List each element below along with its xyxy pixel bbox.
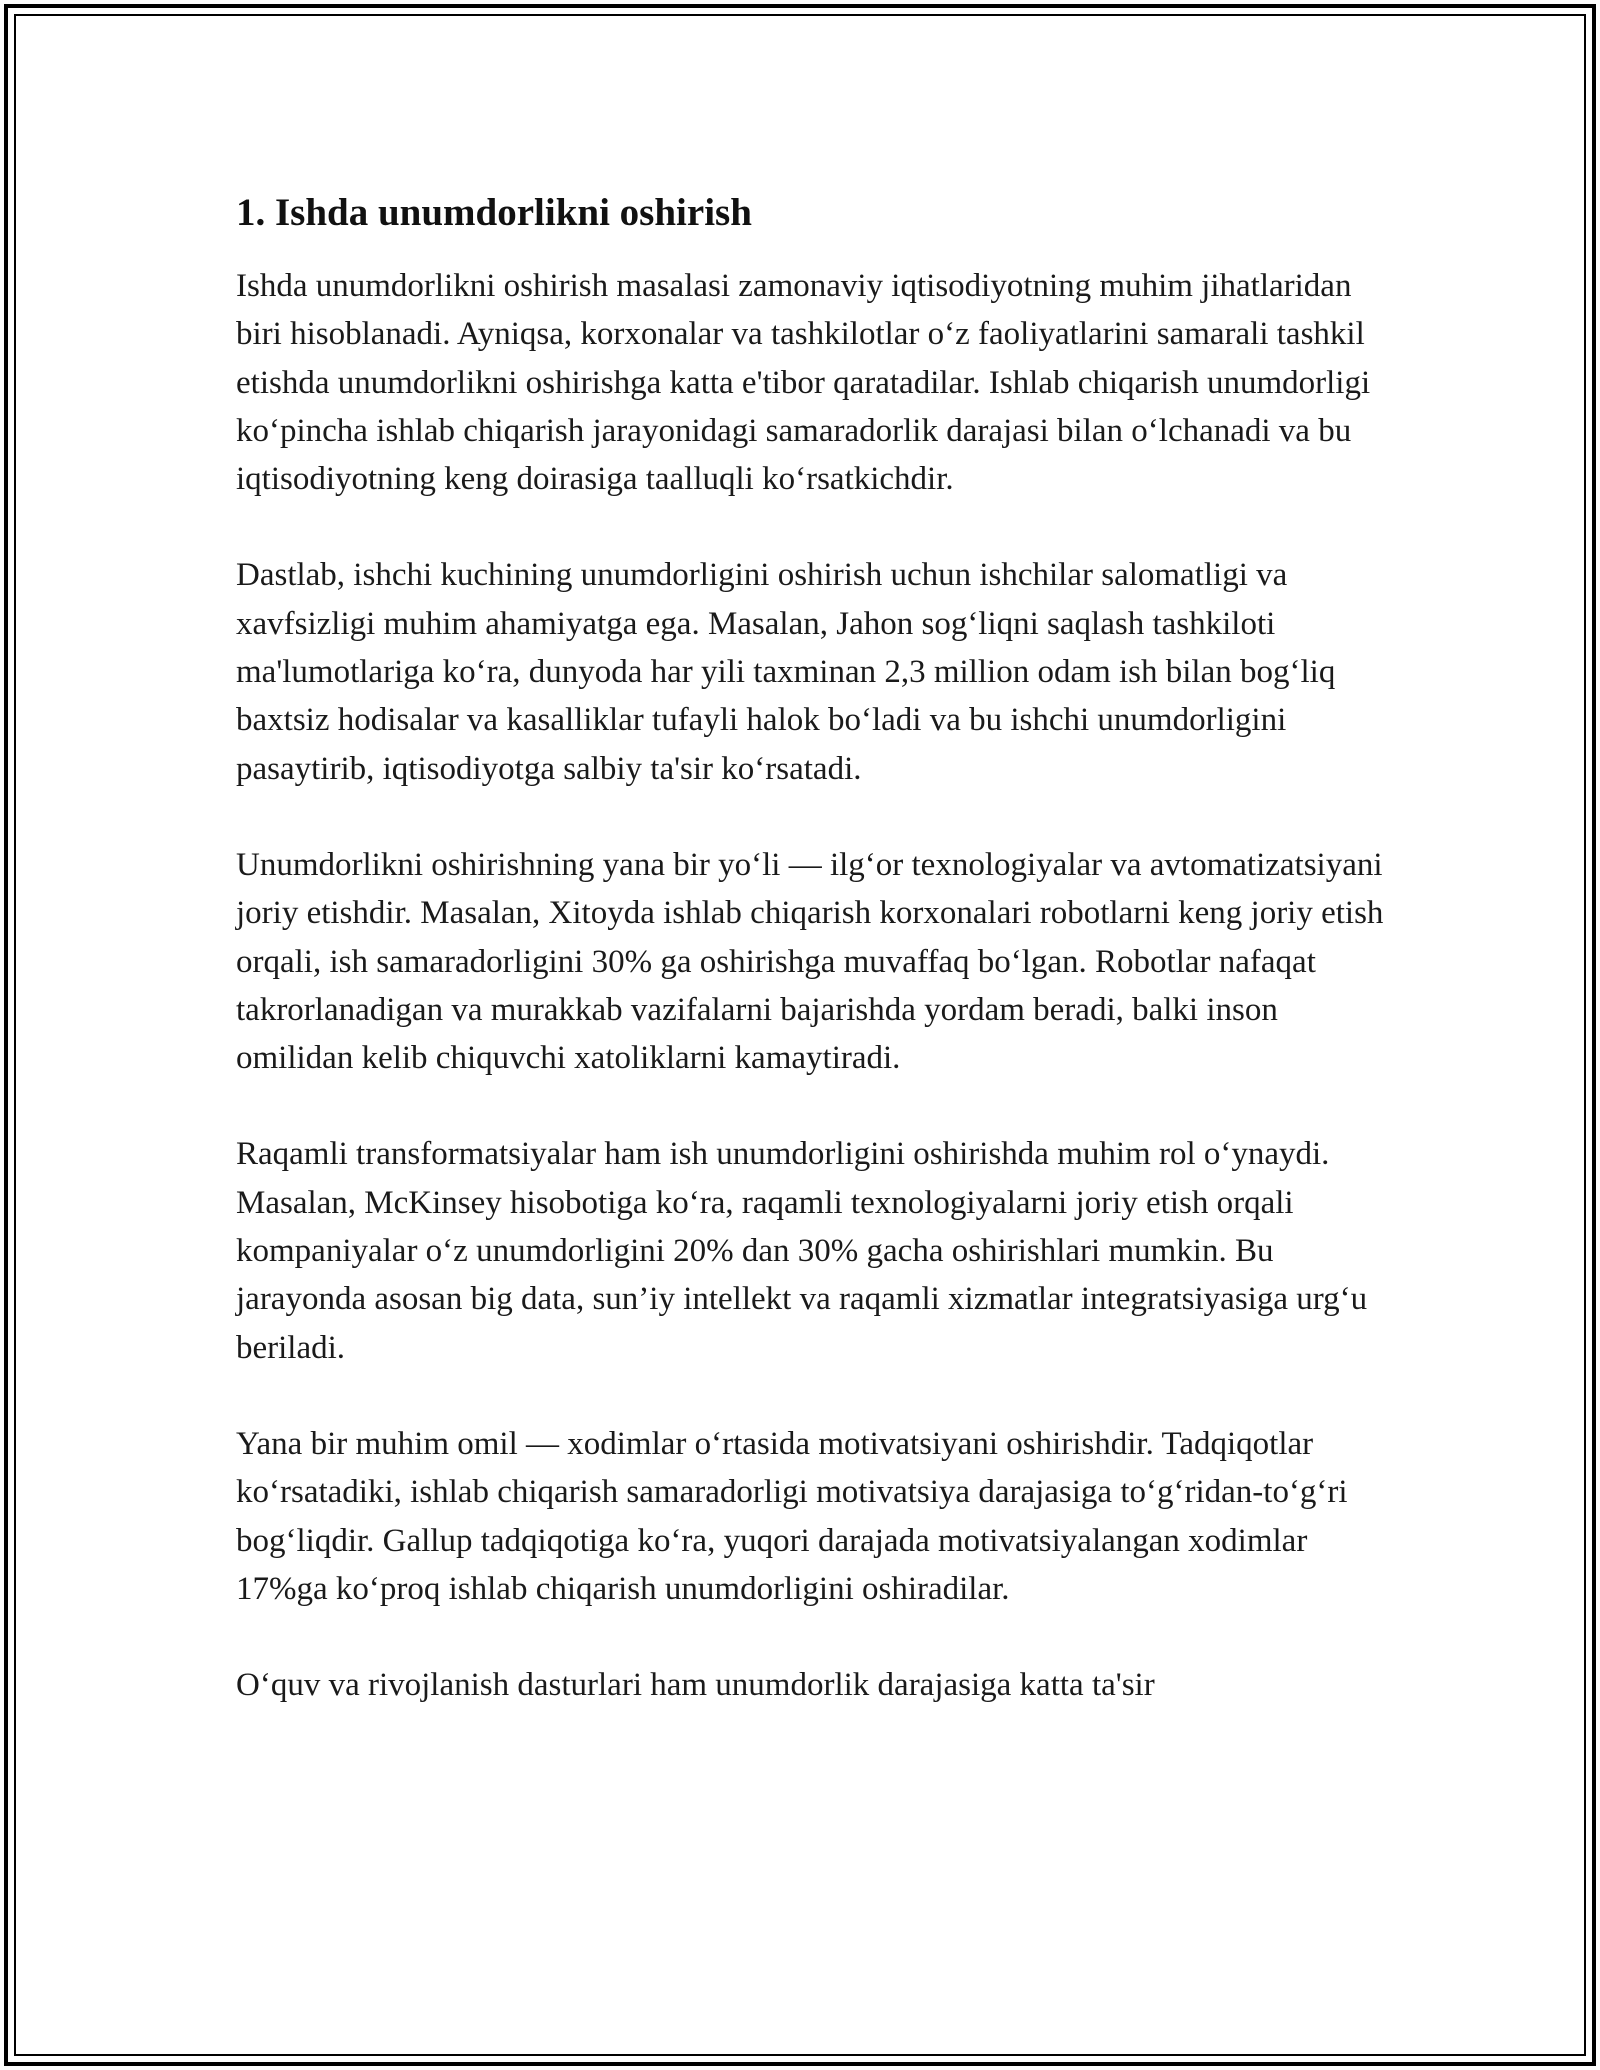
paragraph-6: O‘quv va rivojlanish dasturlari ham unumdorlik darajasiga katta ta'sir: [236, 1667, 1155, 1704]
paragraph-5: Yana bir muhim omil — xodimlar o‘rtasida motivatsiyani oshirishdir. Tadqiqotlar ko‘rsatadiki, ishlab chiqarish samaradorligi motivatsiya darajasiga to‘g‘ridan-to‘g‘ri bog‘liqdir. Gallup tadqiqotiga ko‘ra, yuqori darajada motivatsiyalangan xodimlar 17%ga ko‘proq ishlab chiqarish unumdorligini oshiradilar.: [236, 1425, 1348, 1607]
document-body: [236, 186, 1386, 1757]
paragraph-3: Unumdorlikni oshirishning yana bir yo‘li — ilg‘or texnologiyalar va avtomatizatsiyani joriy etishdir. Masalan, Xitoyda ishlab chiqarish korxonalari robotlarni keng joriy etish orqali, ish samaradorligini 30% ga oshirishga muvaffaq bo‘lgan. Robotlar nafaqat takrorlanadigan va murakkab vazifalarni bajarishda yordam beradi, balki inson omilidan kelib chiquvchi xatoliklarni kamaytiradi.: [236, 846, 1384, 1077]
paragraph-4: Raqamli transformatsiyalar ham ish unumdorligini oshirishda muhim rol o‘ynaydi. Masalan, McKinsey hisobotiga ko‘ra, raqamli texnologiyalarni joriy etish orqali kompaniyalar o‘z unumdorligini 20% dan 30% gacha oshirishlari mumkin. Bu jarayonda asosan big data, sun’iy intellekt va raqamli xizmatlar integratsiyasiga urg‘u beriladi.: [236, 1136, 1368, 1366]
section-heading: 1. Ishda unumdorlikni oshirish: [236, 191, 752, 234]
paragraph-2: Dastlab, ishchi kuchining unumdorligini oshirish uchun ishchilar salomatligi va xavfsizligi muhim ahamiyatga ega. Masalan, Jahon sog‘liqni saqlash tashkiloti ma'lumotlariga ko‘ra, dunyoda har yili taxminan 2,3 million odam ish bilan bog‘liq baxtsiz hodisalar va kasalliklar tufayli halok bo‘ladi va bu ishchi unumdorligini pasaytirib, iqtisodiyotga salbiy ta'sir ko‘rsatadi.: [236, 557, 1336, 787]
paragraph-1: Ishda unumdorlikni oshirish masalasi zamonaviy iqtisodiyotning muhim jihatlaridan biri hisoblanadi. Ayniqsa, korxonalar va tashkilotlar o‘z faoliyatlarini samarali tashkil etishda unumdorlikni oshirishga katta e'tibor qaratadilar. Ishlab chiqarish unumdorligi ko‘pincha ishlab chiqarish jarayonidagi samaradorlik darajasi bilan o‘lchanadi va bu iqtisodiyotning keng doirasiga taalluqli ko‘rsatkichdir.: [236, 268, 1371, 498]
